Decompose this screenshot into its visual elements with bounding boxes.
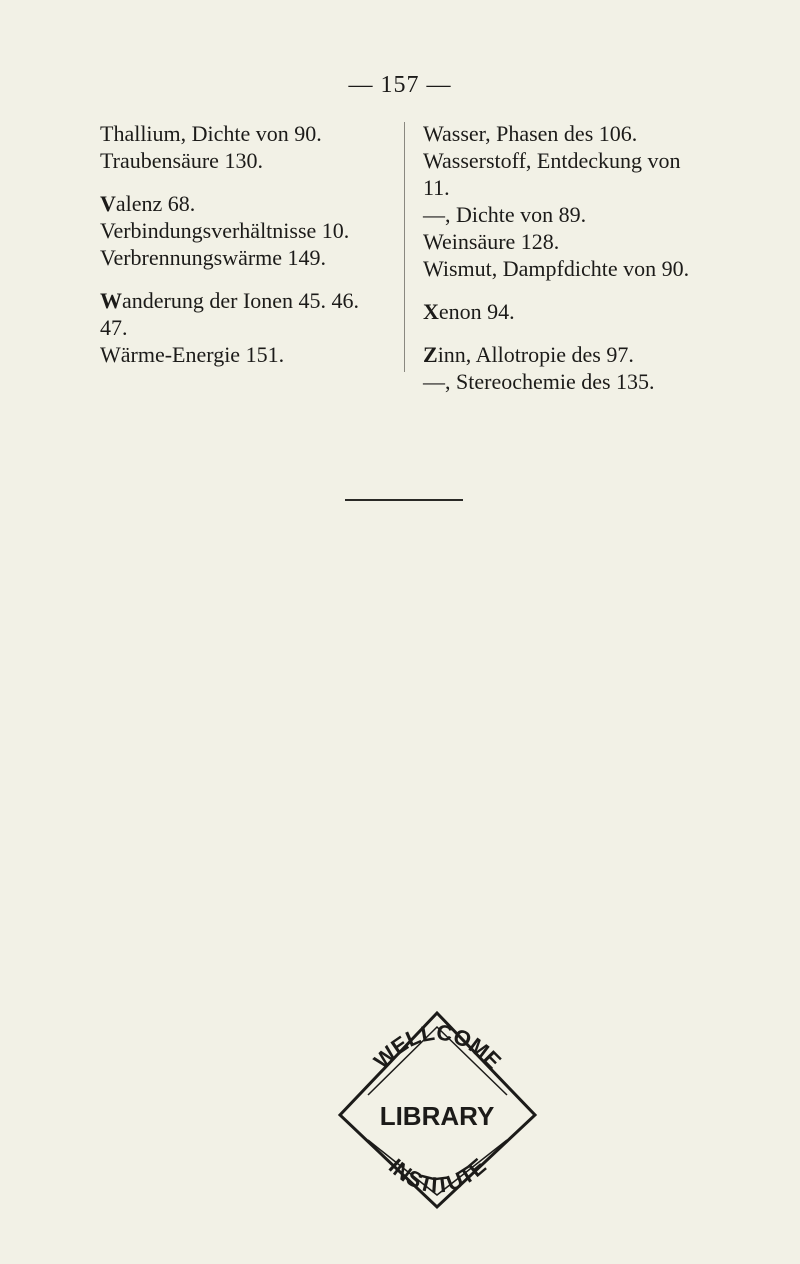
index-entry: Thallium, Dichte von 90. — [100, 121, 322, 146]
section-initial: X — [423, 299, 439, 324]
index-entry-continuation: 47. — [100, 315, 128, 340]
index-entry: Wasser, Phasen des 106. — [423, 121, 638, 146]
index-entry: Verbindungsverhältnisse 10. — [100, 218, 350, 243]
index-entry: —, Stereochemie des 135. — [423, 369, 655, 394]
index-entry: Valenz 68. — [100, 191, 196, 216]
index-entry: Traubensäure 130. — [100, 148, 263, 173]
index-entry: Wärme-Energie 151. — [100, 342, 285, 367]
section-initial: Z — [423, 342, 438, 367]
index-entry: Zinn, Allotropie des 97. — [423, 342, 634, 367]
index-entry: Wanderung der Ionen 45. 46. — [100, 288, 360, 313]
page-number: — 157 — — [348, 72, 452, 98]
index-entry-continuation: 11. — [423, 175, 450, 200]
stamp-center-text: LIBRARY — [379, 1101, 495, 1131]
stamp-top-text: WELLCOME — [368, 1019, 507, 1074]
index-entry: Weinsäure 128. — [423, 229, 560, 254]
section-initial: V — [100, 191, 116, 216]
index-entry: Wasserstoff, Entdeckung von — [423, 148, 681, 173]
column-divider — [404, 122, 405, 372]
index-entry: Xenon 94. — [423, 299, 515, 324]
index-column-right — [423, 120, 783, 395]
index-column-left — [100, 120, 400, 368]
index-entry: Verbrennungswärme 149. — [100, 245, 327, 270]
index-entry: Wismut, Dampfdichte von 90. — [423, 256, 690, 281]
section-initial: W — [100, 288, 122, 313]
library-stamp — [330, 1005, 545, 1215]
end-rule — [345, 499, 463, 501]
index-entry: —, Dichte von 89. — [423, 202, 587, 227]
stamp-bottom-text: INSTITUTE — [384, 1153, 491, 1198]
